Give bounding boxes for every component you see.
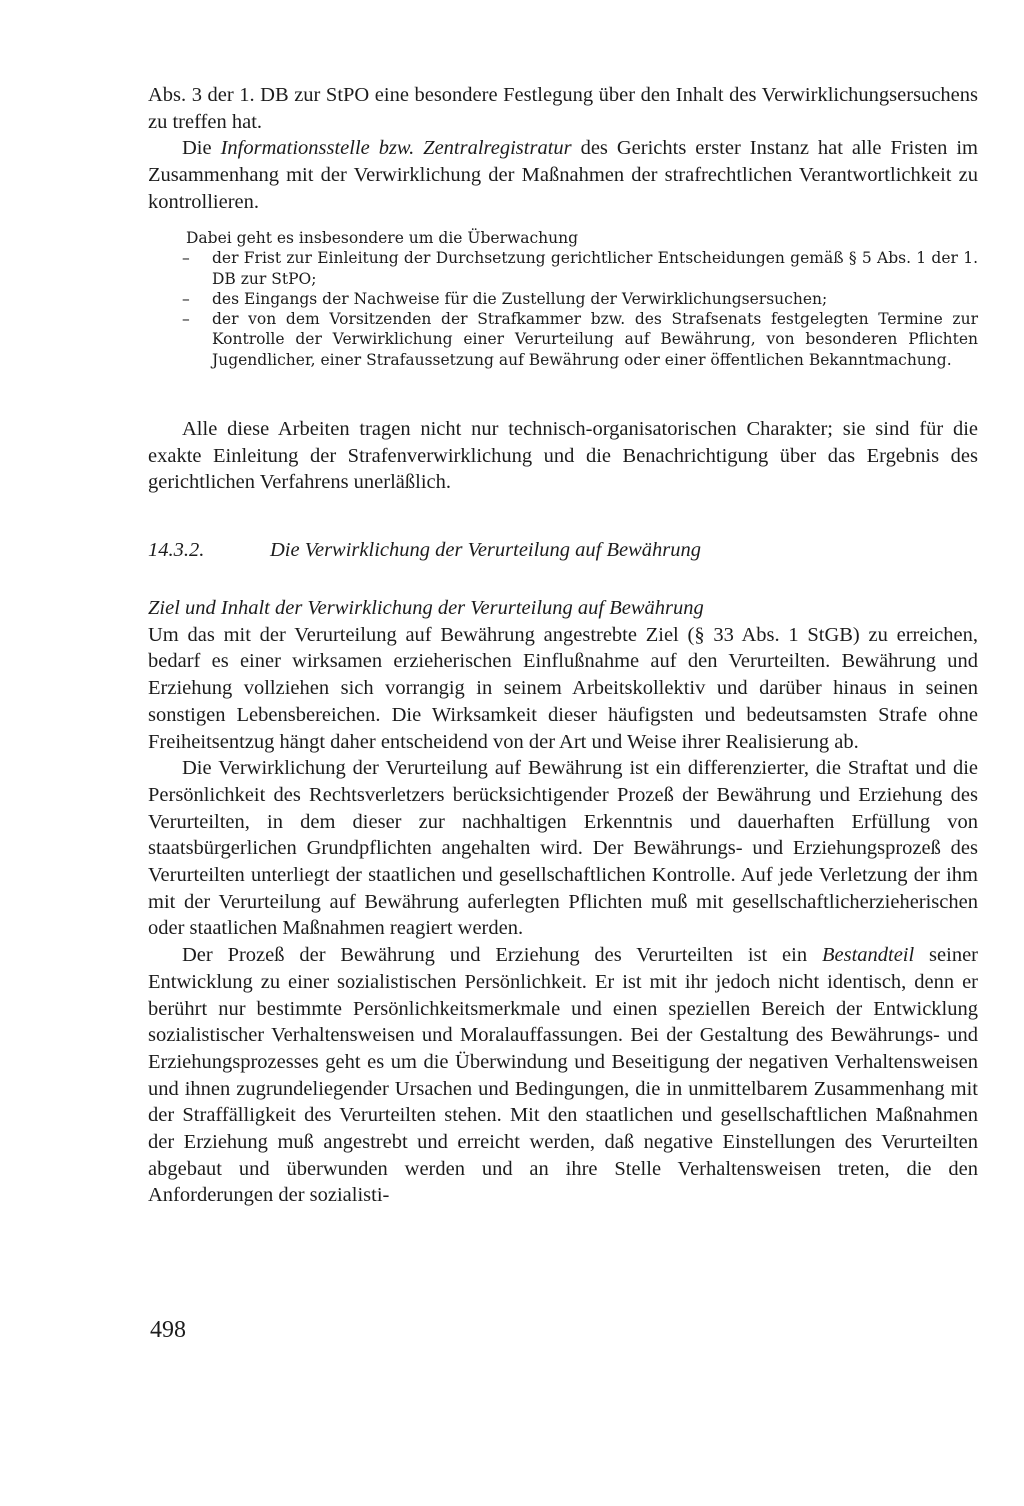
list-item: [148, 309, 978, 370]
small-print-intro: Dabei geht es insbesondere um die Überwachung: [186, 229, 579, 247]
page-number: 498: [150, 1317, 186, 1343]
section-number: 14.3.2.: [148, 539, 205, 561]
intro-block: [148, 82, 978, 216]
info-paragraph-lead: Die: [182, 137, 221, 160]
body-paragraph: Um das mit der Verurteilung auf Bewährung angestrebte Ziel (§ 33 Abs. 1 StGB) zu erreichen, bedarf es einer wirksamen erzieherischen Einflußnahme auf den Verurteilten. Bewährung und Erziehung vollziehen sich vorrangig in seinem Arbeitskollektiv und darüber hinaus in seinen sonstigen Lebensbereichen. Die Wirksamkeit dieser häufigsten und bedeutsamsten Strafe ohne Freiheitsentzug hängt daher entscheidend von der Art und Weise ihrer Realisierung ab.: [148, 623, 978, 753]
dash-marker: –: [182, 249, 190, 268]
final-paragraph: [148, 942, 978, 1209]
list-item-text: der Frist zur Einleitung der Durchsetzung gerichtlicher Entscheidungen gemäß § 5 Abs. 1 der 1. DB zur StPO;: [212, 249, 978, 288]
dash-marker: –: [182, 310, 190, 329]
closing-block: [148, 416, 978, 496]
body-block: [148, 595, 978, 1209]
final-paragraph-rest: seiner Entwicklung zu einer sozialistischen Persönlichkeit. Er ist mit ihr jedoch nicht identisch, denn er berührt nur bestimmte Persönlichkeitsmerkmale und einen speziellen Bereich der Entwicklung sozialistischer Verhaltensweisen und Moralauffassungen. Bei der Gestaltung des Bewährungs- und Erziehungsprozesses geht es um die Überwindung und Beseitigung der negativen Verhaltensweisen und ihnen zugrundeliegender Ursachen und Bedingungen, die in unmittelbarem Zusammenhang mit der Straffälligkeit des Verurteilten stehen. Mit den staatlichen und gesellschaftlichen Maßnahmen der Erziehung muß angestrebt und erreicht werden, daß negative Einstellungen des Verurteilten abgebaut und überwunden werden und an ihre Stelle Verhaltensweisen treten, die den Anforderungen der sozialisti-: [148, 944, 979, 1207]
body-paragraph: Die Verwirklichung der Verurteilung auf Bewährung ist ein differenzierter, die Straftat und die Persönlichkeit des Rechtsverletzers berücksichtigender Prozeß der Bewährung und Erziehung des Verurteilten, in dem dieser zur nachhaltigen Erkenntnis und dauerhaften Erfüllung von staatsbürgerlichen Grundpflichten angehalten wird. Der Bewährungs- und Erziehungsprozeß des Verurteilten unterliegt der staatlichen und gesellschaftlichen Kontrolle. Auf jede Verletzung der ihm mit der Verurteilung auf Bewährung auferlegten Pflichten muß mit gesellschaftlicherzieherischen oder staatlichen Maßnahmen reagiert werden.: [148, 757, 978, 940]
info-paragraph: [148, 135, 978, 215]
list-item: [148, 248, 978, 289]
small-print-list: [148, 248, 978, 370]
list-item-text: des Eingangs der Nachweise für die Zustellung der Verwirklichungsersuchen;: [212, 289, 828, 308]
section-title: Die Verwirklichung der Verurteilung auf Bewährung: [270, 539, 702, 561]
list-item-text: der von dem Vorsitzenden der Strafkammer bzw. des Strafsenats festgelegten Termine zur Kontrolle der Verwirklichung einer Verurteilung auf Bewährung, von besonderen Pflichten Jugendlicher, einer Strafaussetzung auf Bewährung oder einer öffentlichen Bekanntmachung.: [212, 310, 978, 369]
dash-marker: –: [182, 289, 190, 308]
small-print-block: [148, 228, 978, 370]
info-paragraph-italic: Informationsstelle bzw. Zentralregistratur: [220, 137, 572, 160]
section-heading: [148, 539, 978, 562]
closing-paragraph: Alle diese Arbeiten tragen nicht nur technisch-organisatorischen Charakter; sie sind für die exakte Einleitung der Strafenverwirklichung und die Benachrichtigung über das Ergebnis des gerichtlichen Verfahrens unerläßlich.: [148, 418, 978, 494]
list-item: [148, 289, 978, 309]
intro-paragraph: Abs. 3 der 1. DB zur StPO eine besondere Festlegung über den Inhalt des Verwirklichungsersuchens zu treffen hat.: [148, 84, 978, 133]
final-paragraph-italic: Bestandteil: [821, 944, 915, 967]
subheading: Ziel und Inhalt der Verwirklichung der Verurteilung auf Bewährung: [148, 597, 704, 619]
info-paragraph-rest: des Gerichts erster Instanz hat alle Fristen im Zusammenhang mit der Verwirklichung der Maßnahmen der strafrechtlichen Verantwortlichkeit zu kontrollieren.: [148, 137, 978, 213]
final-paragraph-lead: Der Prozeß der Bewährung und Erziehung des Verurteilten ist ein: [182, 944, 822, 967]
